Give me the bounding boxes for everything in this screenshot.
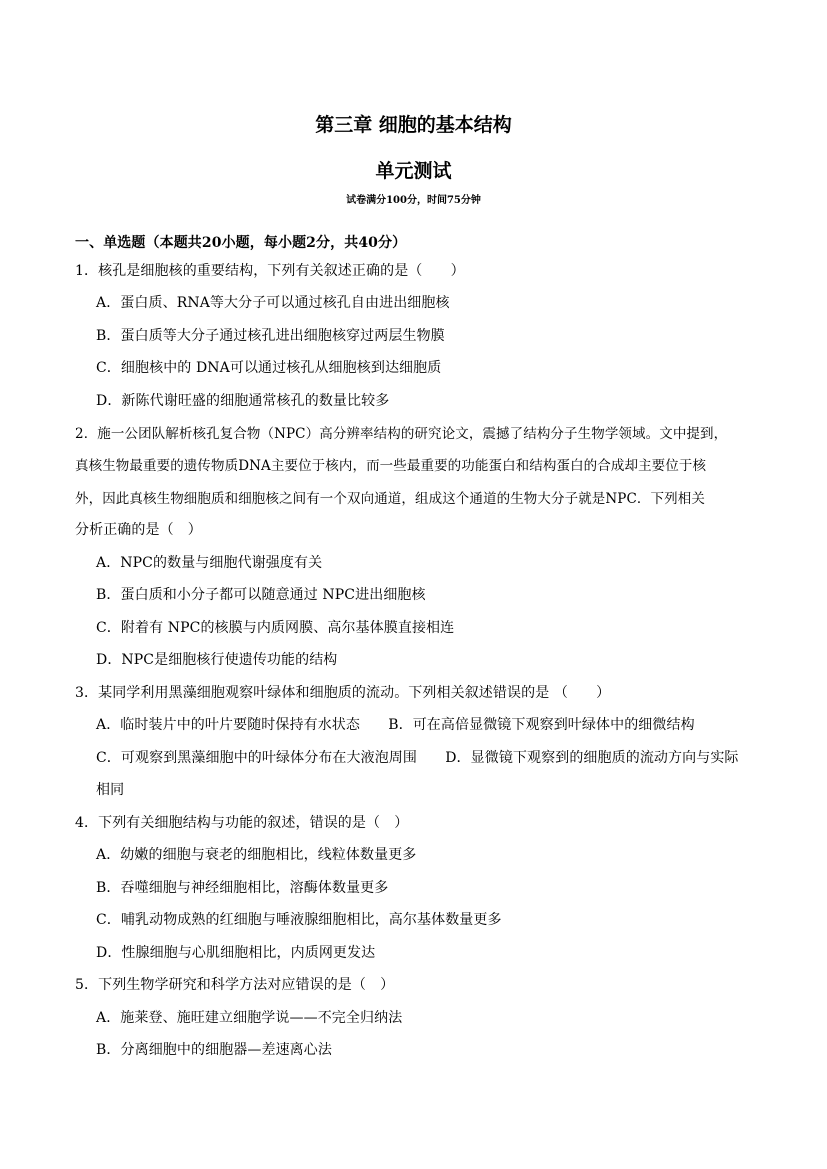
document-subtitle: 单元测试 [375, 160, 452, 182]
document-title: 第三章 细胞的基本结构 [315, 114, 512, 136]
question-2-option-b: B．蛋白质和小分子都可以随意通过 NPC进出细胞核 [96, 587, 426, 603]
question-5-option-b: B．分离细胞中的细胞器—差速离心法 [96, 1042, 332, 1058]
question-3-options-line-1: A．临时装片中的叶片要随时保持有水状态 B．可在高倍显微镜下观察到叶绿体中的细微结构 [96, 717, 695, 733]
question-2-option-c: C．附着有 NPC的核膜与内质网膜、高尔基体膜直接相连 [96, 620, 455, 636]
question-3-options-line-3: 相同 [96, 782, 125, 798]
question-1-option-d: D．新陈代谢旺盛的细胞通常核孔的数量比较多 [96, 393, 390, 409]
question-1-stem: 1．核孔是细胞核的重要结构，下列有关叙述正确的是（ ） [75, 263, 465, 279]
question-3-stem: 3．某同学利用黑藻细胞观察叶绿体和细胞质的流动。下列相关叙述错误的是 （ ） [75, 685, 611, 701]
question-4-option-a: A．幼嫩的细胞与衰老的细胞相比，线粒体数量更多 [96, 847, 417, 863]
question-2-stem-line-1: 2．施一公团队解析核孔复合物（NPC）高分辨率结构的研究论文，震撼了结构分子生物学领域。文中提到， [75, 426, 728, 442]
question-4-option-c: C．哺乳动物成熟的红细胞与唾液腺细胞相比，高尔基体数量更多 [96, 912, 502, 928]
section-heading: 一、单选题（本题共20小题，每小题2分，共40分） [75, 235, 407, 251]
question-5-stem: 5．下列生物学研究和科学方法对应错误的是（ ） [75, 977, 395, 993]
question-1-option-a: A．蛋白质、RNA等大分子可以通过核孔自由进出细胞核 [96, 295, 450, 311]
question-2-stem-line-3: 外，因此真核生物细胞质和细胞核之间有一个双向通道，组成这个通道的生物大分子就是NPC．下列相关 [75, 491, 705, 507]
question-2-stem-line-4: 分析正确的是（ ） [75, 522, 202, 538]
question-2-option-d: D．NPC是细胞核行使遗传功能的结构 [96, 652, 338, 668]
question-3-options-line-2: C．可观察到黑藻细胞中的叶绿体分布在大液泡周围 D．显微镜下观察到的细胞质的流动方向与实际 [96, 750, 739, 766]
exam-info: 试卷满分100分，时间75分钟 [346, 195, 481, 206]
question-5-option-a: A．施莱登、施旺建立细胞学说——不完全归纳法 [96, 1010, 403, 1026]
question-1-option-b: B．蛋白质等大分子通过核孔进出细胞核穿过两层生物膜 [96, 328, 445, 344]
question-2-stem-line-2: 真核生物最重要的遗传物质DNA主要位于核内，而一些最重要的功能蛋白和结构蛋白的合成却主要位于核 [75, 458, 707, 474]
question-2-option-a: A．NPC的数量与细胞代谢强度有关 [96, 555, 323, 571]
question-4-option-d: D．性腺细胞与心肌细胞相比，内质网更发达 [96, 945, 376, 961]
question-4-option-b: B．吞噬细胞与神经细胞相比，溶酶体数量更多 [96, 880, 389, 896]
question-4-stem: 4．下列有关细胞结构与功能的叙述，错误的是（ ） [75, 815, 409, 831]
question-1-option-c: C．细胞核中的 DNA可以通过核孔从细胞核到达细胞质 [96, 360, 442, 376]
